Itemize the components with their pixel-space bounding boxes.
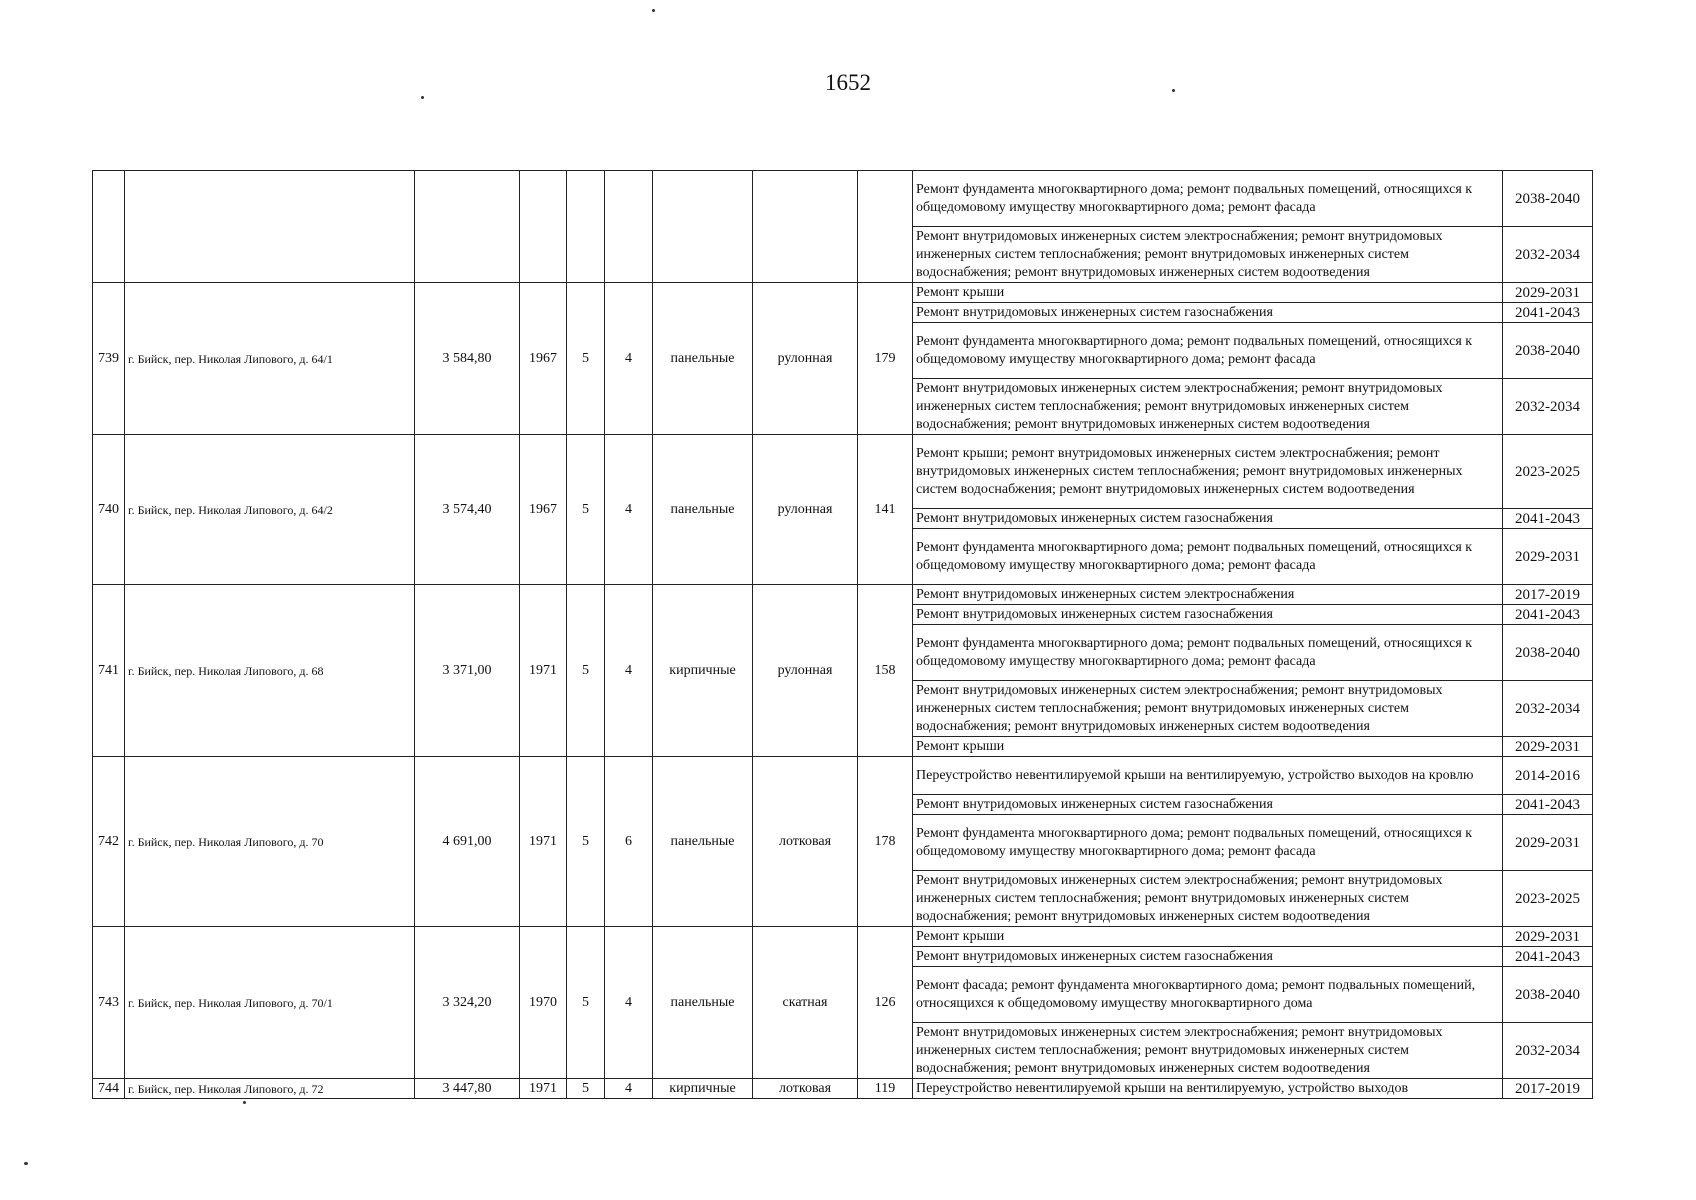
work-period: 2029-2031	[1503, 737, 1593, 757]
work-period: 2032-2034	[1503, 681, 1593, 737]
work-description: Ремонт фундамента многоквартирного дома; ремонт подвальных помещений, относящихся к общедомовому имуществу многоквартирного дома; ремонт фасада	[913, 625, 1503, 681]
house-number: 740	[93, 435, 125, 585]
house-apartments: 179	[858, 283, 913, 435]
work-period: 2038-2040	[1503, 967, 1593, 1023]
empty-cell	[567, 171, 605, 283]
work-period: 2023-2025	[1503, 871, 1593, 927]
work-period: 2014-2016	[1503, 757, 1593, 795]
house-address: г. Бийск, пер. Николая Липового, д. 70	[125, 757, 415, 927]
house-floors: 5	[567, 283, 605, 435]
house-year: 1971	[520, 1079, 567, 1099]
house-entrances: 4	[605, 283, 653, 435]
house-entrances: 4	[605, 585, 653, 757]
scan-speck	[24, 1162, 28, 1165]
house-number: 743	[93, 927, 125, 1079]
work-period: 2038-2040	[1503, 323, 1593, 379]
work-period: 2029-2031	[1503, 815, 1593, 871]
house-floors: 5	[567, 1079, 605, 1099]
house-apartments: 178	[858, 757, 913, 927]
house-floors: 5	[567, 757, 605, 927]
work-description: Переустройство невентилируемой крыши на вентилируемую, устройство выходов	[913, 1079, 1503, 1099]
work-period: 2023-2025	[1503, 435, 1593, 509]
house-year: 1967	[520, 283, 567, 435]
house-roof-type: скатная	[753, 927, 858, 1079]
work-period: 2032-2034	[1503, 379, 1593, 435]
scan-speck	[1172, 89, 1175, 92]
house-year: 1970	[520, 927, 567, 1079]
empty-cell	[653, 171, 753, 283]
work-description: Ремонт внутридомовых инженерных систем газоснабжения	[913, 947, 1503, 967]
work-description: Ремонт внутридомовых инженерных систем электроснабжения	[913, 585, 1503, 605]
house-apartments: 126	[858, 927, 913, 1079]
work-period: 2041-2043	[1503, 795, 1593, 815]
empty-cell	[93, 171, 125, 283]
house-roof-type: рулонная	[753, 283, 858, 435]
table-row	[93, 171, 1593, 227]
work-period: 2017-2019	[1503, 585, 1593, 605]
work-description: Ремонт фундамента многоквартирного дома; ремонт подвальных помещений, относящихся к общедомовому имуществу многоквартирного дома; ремонт фасада	[913, 323, 1503, 379]
house-area: 3 324,20	[415, 927, 520, 1079]
table-row	[93, 757, 1593, 795]
scan-speck	[421, 96, 424, 99]
work-description: Ремонт фундамента многоквартирного дома; ремонт подвальных помещений, относящихся к общедомовому имуществу многоквартирного дома; ремонт фасада	[913, 529, 1503, 585]
house-wall-material: кирпичные	[653, 585, 753, 757]
house-address: г. Бийск, пер. Николая Липового, д. 70/1	[125, 927, 415, 1079]
house-apartments: 158	[858, 585, 913, 757]
house-floors: 5	[567, 927, 605, 1079]
work-description: Ремонт внутридомовых инженерных систем электроснабжения; ремонт внутридомовых инженерных систем теплоснабжения; ремонт внутридомовых инженерных систем водоснабжения; ремонт внутридомовых инженерных систем водоотведения	[913, 681, 1503, 737]
work-description: Ремонт крыши	[913, 283, 1503, 303]
house-area: 3 574,40	[415, 435, 520, 585]
house-number: 739	[93, 283, 125, 435]
table-row	[93, 1079, 1593, 1099]
scan-speck	[652, 9, 655, 12]
house-number: 741	[93, 585, 125, 757]
house-area: 3 584,80	[415, 283, 520, 435]
house-apartments: 141	[858, 435, 913, 585]
house-year: 1971	[520, 757, 567, 927]
house-apartments: 119	[858, 1079, 913, 1099]
work-period: 2041-2043	[1503, 605, 1593, 625]
work-description: Ремонт крыши	[913, 927, 1503, 947]
table-row	[93, 283, 1593, 303]
work-description: Переустройство невентилируемой крыши на вентилируемую, устройство выходов на кровлю	[913, 757, 1503, 795]
house-area: 3 447,80	[415, 1079, 520, 1099]
house-roof-type: лотковая	[753, 1079, 858, 1099]
house-address: г. Бийск, пер. Николая Липового, д. 72	[125, 1079, 415, 1099]
empty-cell	[605, 171, 653, 283]
work-period: 2041-2043	[1503, 509, 1593, 529]
table-row	[93, 927, 1593, 947]
work-period: 2029-2031	[1503, 927, 1593, 947]
work-period: 2041-2043	[1503, 303, 1593, 323]
house-roof-type: рулонная	[753, 585, 858, 757]
house-area: 3 371,00	[415, 585, 520, 757]
work-description: Ремонт внутридомовых инженерных систем газоснабжения	[913, 795, 1503, 815]
work-period: 2029-2031	[1503, 283, 1593, 303]
work-description: Ремонт фундамента многоквартирного дома; ремонт подвальных помещений, относящихся к общедомовому имуществу многоквартирного дома; ремонт фасада	[913, 815, 1503, 871]
work-period: 2041-2043	[1503, 947, 1593, 967]
empty-cell	[858, 171, 913, 283]
work-period: 2017-2019	[1503, 1079, 1593, 1099]
house-entrances: 4	[605, 927, 653, 1079]
house-area: 4 691,00	[415, 757, 520, 927]
work-description: Ремонт внутридомовых инженерных систем электроснабжения; ремонт внутридомовых инженерных систем теплоснабжения; ремонт внутридомовых инженерных систем водоснабжения; ремонт внутридомовых инженерных систем водоотведения	[913, 379, 1503, 435]
house-address: г. Бийск, пер. Николая Липового, д. 68	[125, 585, 415, 757]
work-description: Ремонт крыши; ремонт внутридомовых инженерных систем электроснабжения; ремонт внутридомовых инженерных систем теплоснабжения; ремонт внутридомовых инженерных систем водоснабжения; ремонт внутридомовых инженерных систем водоотведения	[913, 435, 1503, 509]
housing-repair-table	[92, 170, 1593, 1099]
work-description: Ремонт внутридомовых инженерных систем электроснабжения; ремонт внутридомовых инженерных систем теплоснабжения; ремонт внутридомовых инженерных систем водоснабжения; ремонт внутридомовых инженерных систем водоотведения	[913, 871, 1503, 927]
work-period: 2038-2040	[1503, 171, 1593, 227]
page-number: 1652	[825, 70, 871, 95]
house-wall-material: панельные	[653, 435, 753, 585]
house-floors: 5	[567, 585, 605, 757]
work-period: 2029-2031	[1503, 529, 1593, 585]
house-address: г. Бийск, пер. Николая Липового, д. 64/1	[125, 283, 415, 435]
work-description: Ремонт фасада; ремонт фундамента многоквартирного дома; ремонт подвальных помещений, относящихся к общедомовому имуществу многоквартирного дома	[913, 967, 1503, 1023]
house-roof-type: лотковая	[753, 757, 858, 927]
empty-cell	[753, 171, 858, 283]
empty-cell	[520, 171, 567, 283]
table-row	[93, 585, 1593, 605]
house-roof-type: рулонная	[753, 435, 858, 585]
house-entrances: 4	[605, 1079, 653, 1099]
house-floors: 5	[567, 435, 605, 585]
house-wall-material: кирпичные	[653, 1079, 753, 1099]
house-entrances: 4	[605, 435, 653, 585]
work-description: Ремонт внутридомовых инженерных систем электроснабжения; ремонт внутридомовых инженерных систем теплоснабжения; ремонт внутридомовых инженерных систем водоснабжения; ремонт внутридомовых инженерных систем водоотведения	[913, 227, 1503, 283]
empty-cell	[125, 171, 415, 283]
house-number: 744	[93, 1079, 125, 1099]
work-period: 2032-2034	[1503, 1023, 1593, 1079]
house-number: 742	[93, 757, 125, 927]
work-description: Ремонт фундамента многоквартирного дома; ремонт подвальных помещений, относящихся к общедомовому имуществу многоквартирного дома; ремонт фасада	[913, 171, 1503, 227]
house-wall-material: панельные	[653, 283, 753, 435]
work-description: Ремонт внутридомовых инженерных систем газоснабжения	[913, 509, 1503, 529]
work-period: 2032-2034	[1503, 227, 1593, 283]
table-row	[93, 435, 1593, 509]
work-description: Ремонт крыши	[913, 737, 1503, 757]
house-wall-material: панельные	[653, 927, 753, 1079]
work-description: Ремонт внутридомовых инженерных систем электроснабжения; ремонт внутридомовых инженерных систем теплоснабжения; ремонт внутридомовых инженерных систем водоснабжения; ремонт внутридомовых инженерных систем водоотведения	[913, 1023, 1503, 1079]
table-body	[93, 171, 1593, 1099]
house-year: 1971	[520, 585, 567, 757]
work-description: Ремонт внутридомовых инженерных систем газоснабжения	[913, 605, 1503, 625]
work-period: 2038-2040	[1503, 625, 1593, 681]
work-description: Ремонт внутридомовых инженерных систем газоснабжения	[913, 303, 1503, 323]
empty-cell	[415, 171, 520, 283]
house-year: 1967	[520, 435, 567, 585]
house-wall-material: панельные	[653, 757, 753, 927]
house-address: г. Бийск, пер. Николая Липового, д. 64/2	[125, 435, 415, 585]
house-entrances: 6	[605, 757, 653, 927]
scan-speck	[243, 1101, 246, 1104]
